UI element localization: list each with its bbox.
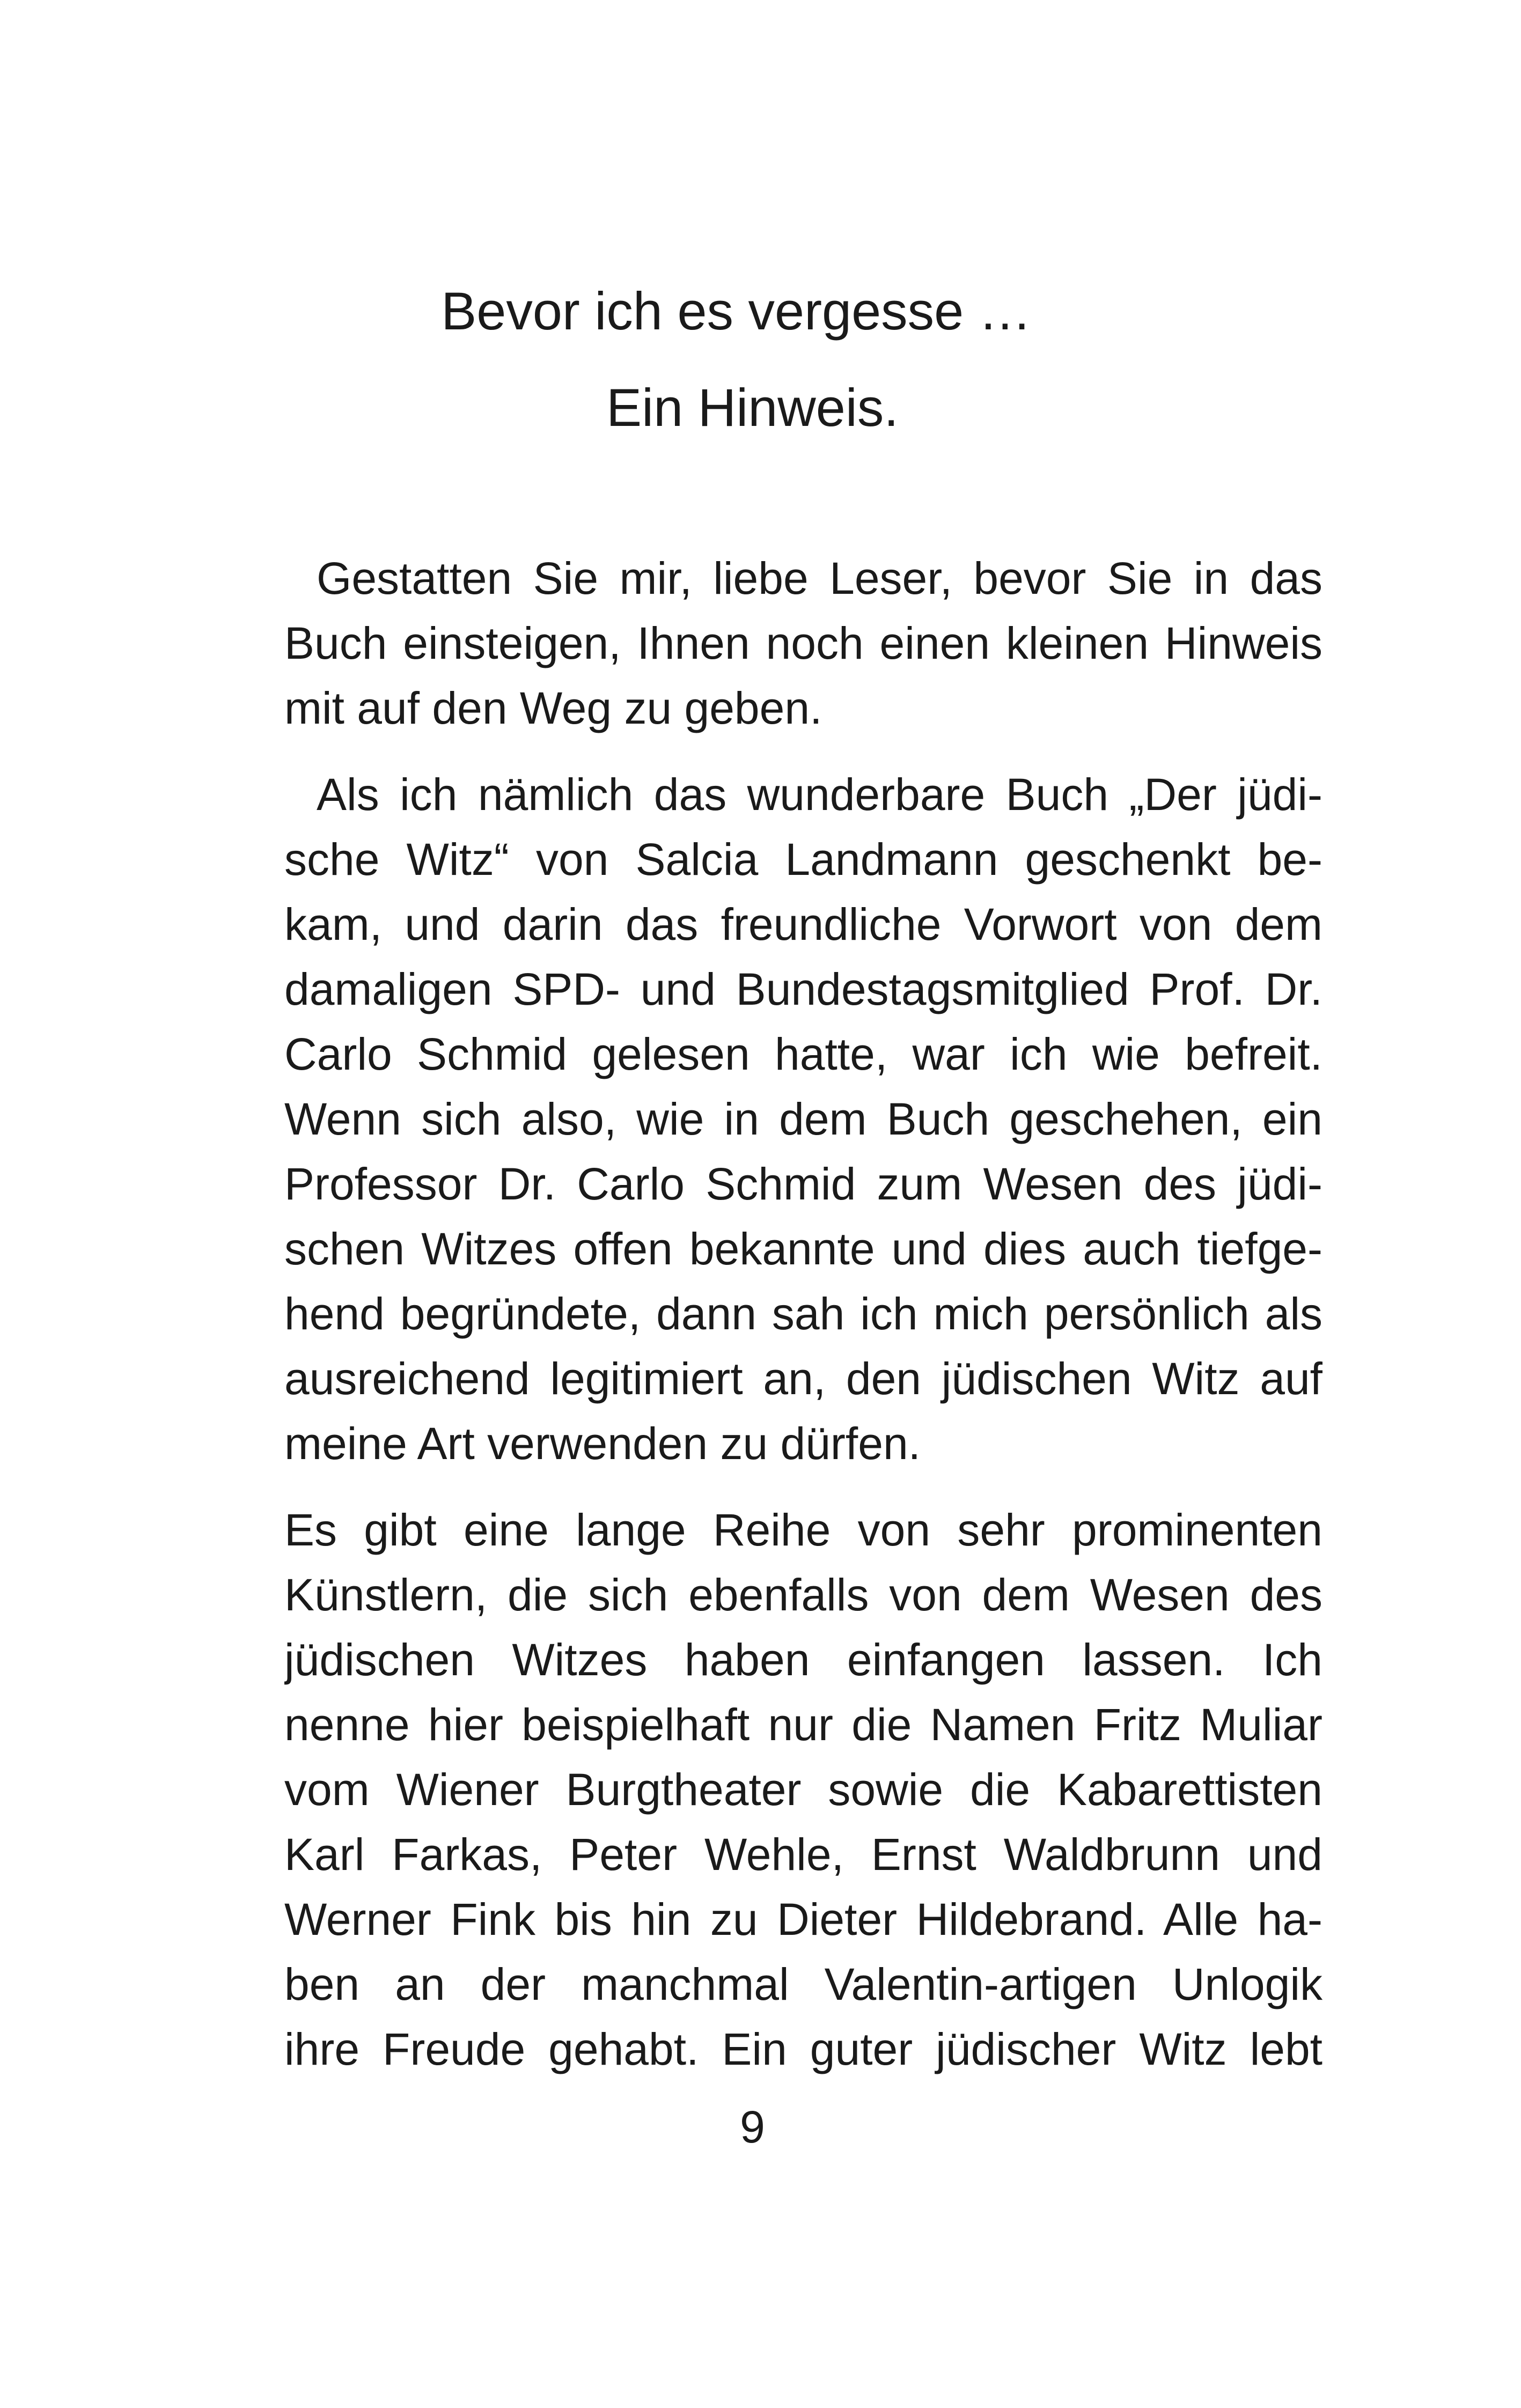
text-line: Gestatten Sie mir, liebe Leser, bevor Sie in das (317, 553, 1322, 603)
text-line: meine Art verwenden zu dürfen. (284, 1418, 921, 1469)
text-line: Wenn sich also, wie in dem Buch geschehen, ein (284, 1094, 1322, 1144)
text-line: sche Witz“ von Salcia Landmann geschenkt be- (284, 834, 1322, 885)
text-line: jüdischen Witzes haben einfangen lassen. Ich (284, 1634, 1322, 1685)
text-line: Als ich nämlich das wunderbare Buch „Der jüdi- (317, 769, 1322, 820)
paragraph-3 (284, 1498, 1322, 2082)
text-line: Künstlern, die sich ebenfalls von dem Wesen des (284, 1570, 1322, 1620)
text-line: schen Witzes offen bekannte und dies auch tiefge- (284, 1224, 1322, 1274)
text-line: ben an der manchmal Valentin-artigen Unlogik (284, 1959, 1322, 2009)
text-line: Karl Farkas, Peter Wehle, Ernst Waldbrunn und (284, 1829, 1322, 1880)
heading-line-1: Bevor ich es vergesse … (441, 281, 1032, 341)
text-line: Carlo Schmid gelesen hatte, war ich wie befreit. (284, 1029, 1322, 1079)
text-line: damaligen SPD- und Bundestagsmitglied Prof. Dr. (284, 964, 1322, 1014)
paragraph-1 (284, 546, 1322, 741)
text-line: Es gibt eine lange Reihe von sehr prominenten (284, 1505, 1322, 1555)
text-line: ihre Freude gehabt. Ein guter jüdischer Witz lebt (284, 2024, 1322, 2074)
text-line: kam, und darin das freundliche Vorwort von dem (284, 899, 1322, 949)
text-line: mit auf den Weg zu geben. (284, 683, 822, 733)
text-line: vom Wiener Burgtheater sowie die Kabarettisten (284, 1764, 1322, 1815)
text-line: Buch einsteigen, Ihnen noch einen kleinen Hinweis (284, 618, 1322, 668)
text-line: hend begründete, dann sah ich mich persönlich als (284, 1288, 1322, 1339)
text-line: Professor Dr. Carlo Schmid zum Wesen des jüdi- (284, 1159, 1322, 1209)
text-line: ausreichend legitimiert an, den jüdischen Witz auf (284, 1353, 1322, 1404)
text-line: nenne hier beispielhaft nur die Namen Fritz Muliar (284, 1699, 1322, 1750)
text-line: Werner Fink bis hin zu Dieter Hildebrand. Alle ha- (284, 1894, 1322, 1945)
page-number: 9 (740, 2102, 765, 2152)
body-text (284, 546, 1322, 2082)
heading-line-2: Ein Hinweis. (606, 378, 899, 437)
paragraph-2 (284, 762, 1322, 1476)
